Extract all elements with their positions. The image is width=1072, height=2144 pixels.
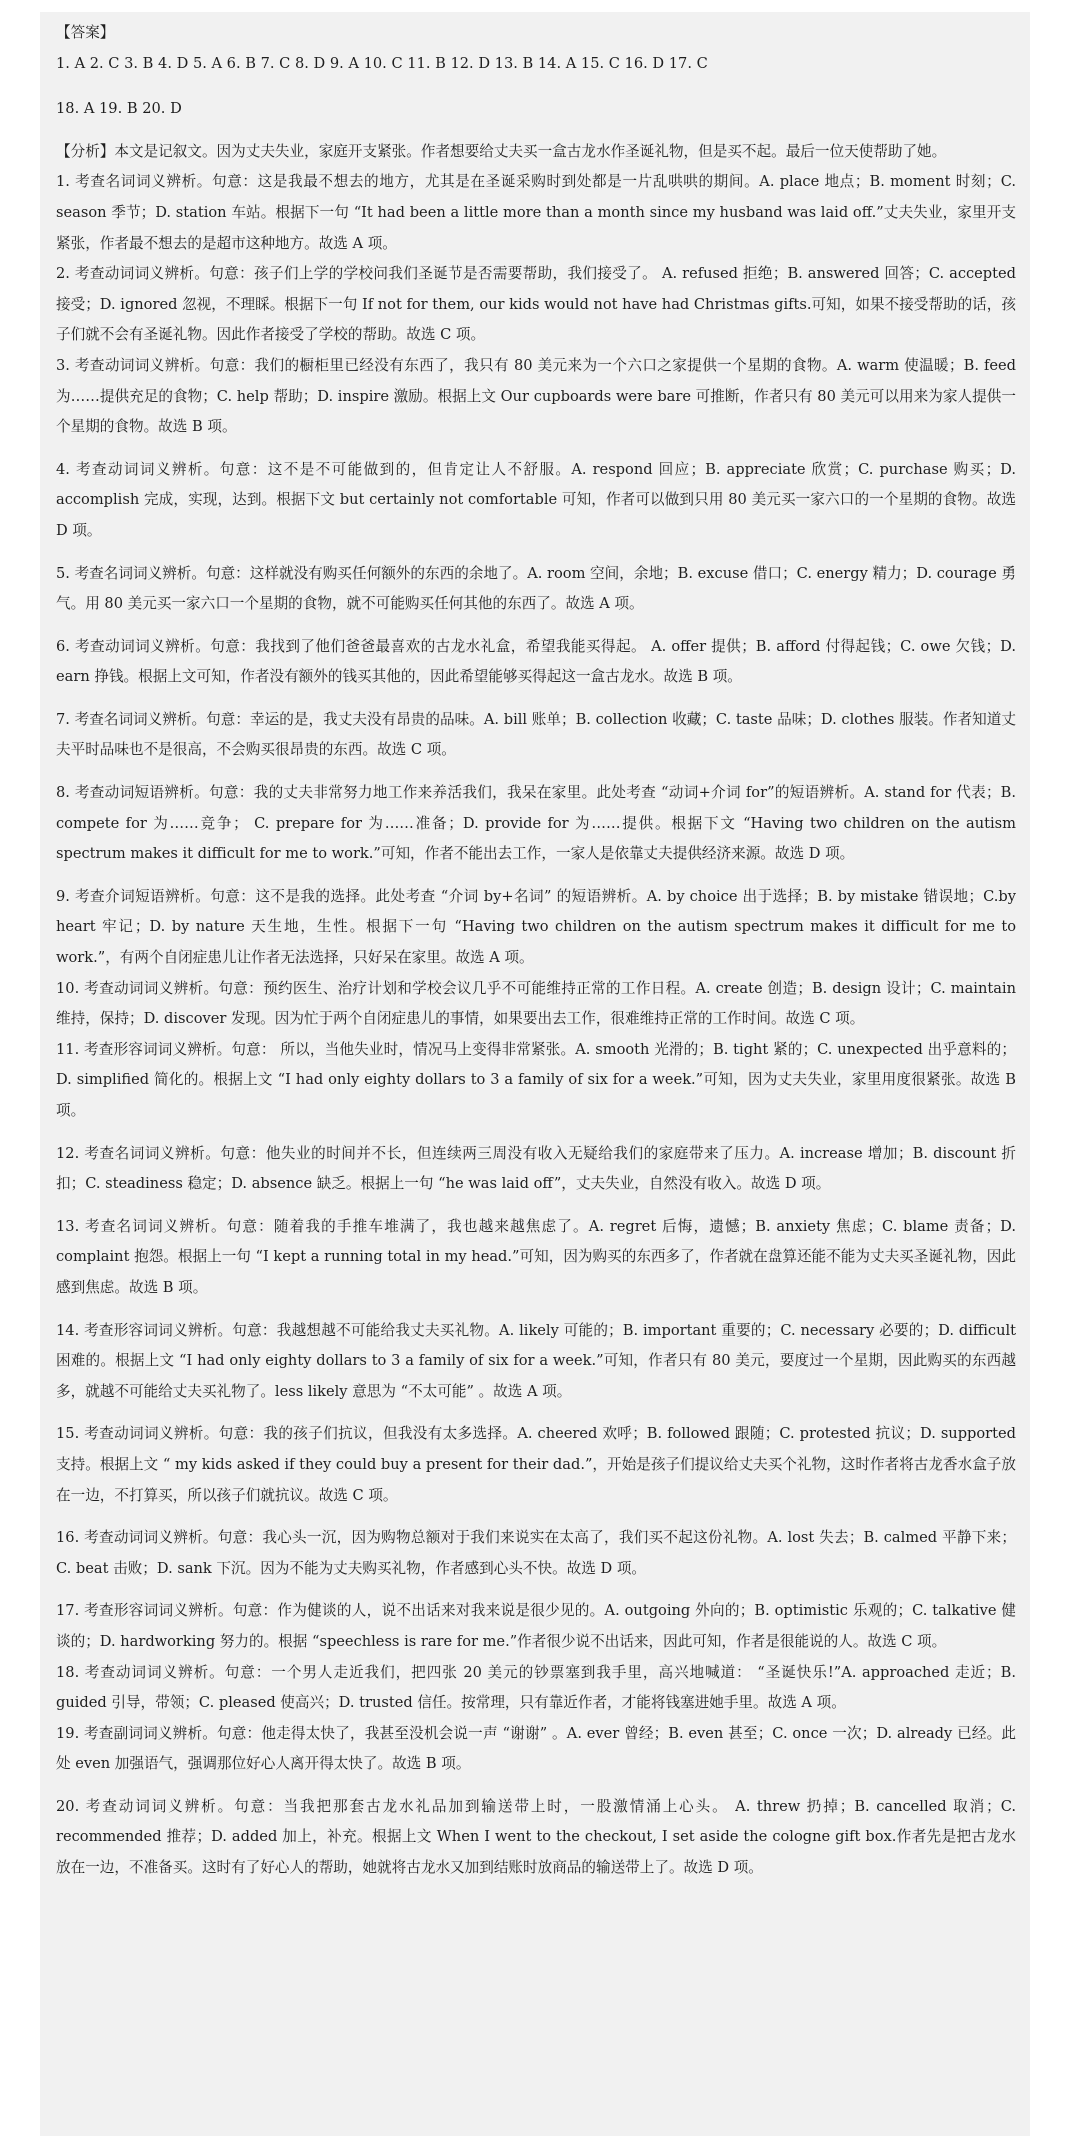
answer-row-2: 18. A 19. B 20. D	[56, 100, 182, 118]
explanation-item-6: 6. 考查动词词义辨析。句意：我找到了他们爸爸最喜欢的古龙水礼盒，希望我能买得起。 A. offer 提供；B. afford 付得起钱；C. owe 欠钱；D. earn 挣钱。根据上文可知，作者没有额外的钱买其他的，因此希望能够买得起这一盒古龙水。故选 B 项。	[56, 637, 1016, 686]
answer-sheet	[40, 12, 1030, 2136]
explanation-item-2: 2. 考查动词词义辨析。句意：孩子们上学的学校问我们圣诞节是否需要帮助，我们接受了。 A. refused 拒绝；B. answered 回答；C. accepted 接受；D. ignored 忽视，不理睬。根据下一句 If not for them, our kids would not have had Christmas gifts.可知，如果不接受帮助的话，孩子们就不会有圣诞礼物。因此作者接受了学校的帮助。故选 C 项。	[56, 265, 1016, 344]
explanation-item-11: 11. 考查形容词词义辨析。句意： 所以，当他失业时，情况马上变得非常紧张。A. smooth 光滑的；B. tight 紧的；C. unexpected 出乎意料的；D. simplified 简化的。根据上文 “I had only eighty dollars to 3 a family of six for a week.”可知，因为丈夫失业，家里用度很紧张。故选 B 项。	[56, 1040, 1016, 1119]
answer-row-1: 1. A 2. C 3. B 4. D 5. A 6. B 7. C 8. D 9. A 10. C 11. B 12. D 13. B 14. A 15. C 16. D 17. C	[56, 54, 708, 72]
explanation-item-3: 3. 考查动词词义辨析。句意：我们的橱柜里已经没有东西了，我只有 80 美元来为一个六口之家提供一个星期的食物。A. warm 使温暖；B. feed 为……提供充足的食物；C. help 帮助；D. inspire 激励。根据上文 Our cupboards were bare 可推断，作者只有 80 美元可以用来为家人提供一个星期的食物。故选 B 项。	[56, 356, 1016, 436]
explanation-item-20: 20. 考查动词词义辨析。句意：当我把那套古龙水礼品加到输送带上时，一股激情涌上心头。 A. threw 扔掉；B. cancelled 取消；C. recommended 推荐；D. added 加上，补充。根据上文 When I went to the checkout, I set aside the cologne gift box.作者先是把古龙水放在一边，不准备买。这时有了好心人的帮助，她就将古龙水又加到结账时放商品的输送带上了。故选 D 项。	[56, 1797, 1016, 1877]
answer-header: 【答案】	[56, 24, 115, 41]
explanation-item-12: 12. 考查名词词义辨析。句意：他失业的时间并不长，但连续两三周没有收入无疑给我们的家庭带来了压力。A. increase 增加；B. discount 折扣；C. steadiness 稳定；D. absence 缺乏。根据上一句 “he was laid off”，丈夫失业，自然没有收入。故选 D 项。	[56, 1144, 1016, 1193]
explanation-item-17: 17. 考查形容词词义辨析。句意：作为健谈的人，说不出话来对我来说是很少见的。A. outgoing 外向的；B. optimistic 乐观的；C. talkative 健谈的；D. hardworking 努力的。根据 “speechless is rare for me.”作者很少说不出话来，因此可知，作者是很能说的人。故选 C 项。	[56, 1602, 1016, 1650]
explanation-item-15: 15. 考查动词词义辨析。句意：我的孩子们抗议，但我没有太多选择。A. cheered 欢呼；B. followed 跟随；C. protested 抗议；D. supported 支持。根据上文 “ my kids asked if they could buy a present for their dad.”，开始是孩子们提议给丈夫买个礼物，这时作者将古龙香水盒子放在一边，不打算买，所以孩子们就抗议。故选 C 项。	[56, 1425, 1016, 1504]
analysis-paragraph: 【分析】本文是记叙文。因为丈夫失业，家庭开支紧张。作者想要给丈夫买一盒古龙水作圣诞礼物，但是买不起。最后一位天使帮助了她。	[56, 142, 947, 160]
explanation-item-8: 8. 考查动词短语辨析。句意：我的丈夫非常努力地工作来养活我们，我呆在家里。此处考查 “动词+介词 for”的短语辨析。A. stand for 代表；B. compete for 为……竞争； C. prepare for 为……准备；D. provide for 为……提供。根据下文 “Having two children on the autism spectrum makes it difficult for me to work.”可知，作者不能出去工作，一家人是依靠丈夫提供经济来源。故选 D 项。	[56, 784, 1016, 863]
explanation-item-7: 7. 考查名词词义辨析。句意：幸运的是，我丈夫没有昂贵的品味。A. bill 账单；B. collection 收藏；C. taste 品味；D. clothes 服装。作者知道丈夫平时品味也不是很高，不会购买很昂贵的东西。故选 C 项。	[56, 710, 1016, 759]
explanation-item-18: 18. 考查动词词义辨析。句意：一个男人走近我们，把四张 20 美元的钞票塞到我手里，高兴地喊道： “圣诞快乐!”A. approached 走近；B. guided 引导，带领；C. pleased 使高兴；D. trusted 信任。按常理，只有靠近作者，才能将钱塞进她手里。故选 A 项。	[56, 1663, 1016, 1712]
explanation-item-9: 9. 考查介词短语辨析。句意：这不是我的选择。此处考查 “介词 by+名词” 的短语辨析。A. by choice 出于选择；B. by mistake 错误地；C.by heart 牢记；D. by nature 天生地，生性。根据下一句 “Having two children on the autism spectrum makes it difficult for me to work.”，有两个自闭症患儿让作者无法选择，只好呆在家里。故选 A 项。	[56, 887, 1016, 967]
explanation-item-14: 14. 考查形容词词义辨析。句意：我越想越不可能给我丈夫买礼物。A. likely 可能的；B. important 重要的；C. necessary 必要的；D. difficult 困难的。根据上文 “I had only eighty dollars to 3 a family of six for a week.”可知，作者只有 80 美元，要度过一个星期，因此购买的东西越多，就越不可能给丈夫买礼物了。less likely 意思为 “不太可能” 。故选 A 项。	[56, 1321, 1016, 1400]
explanation-item-10: 10. 考查动词词义辨析。句意：预约医生、治疗计划和学校会议几乎不可能维持正常的工作日程。A. create 创造；B. design 设计；C. maintain 维持，保持；D. discover 发现。因为忙于两个自闭症患儿的事情，如果要出去工作，很难维持正常的工作时间。故选 C 项。	[56, 979, 1016, 1028]
explanation-item-13: 13. 考查名词词义辨析。句意：随着我的手推车堆满了，我也越来越焦虑了。A. regret 后悔，遗憾；B. anxiety 焦虑；C. blame 责备；D. complaint 抱怨。根据上一句 “I kept a running total in my head.”可知，因为购买的东西多了，作者就在盘算还能不能为丈夫买圣诞礼物，因此感到焦虑。故选 B 项。	[56, 1217, 1016, 1296]
explanation-item-4: 4. 考查动词词义辨析。句意：这不是不可能做到的，但肯定让人不舒服。A. respond 回应；B. appreciate 欣赏；C. purchase 购买；D. accomplish 完成，实现，达到。根据下文 but certainly not comfortable 可知，作者可以做到只用 80 美元买一家六口的一个星期的食物。故选 D 项。	[56, 460, 1016, 539]
explanation-item-19: 19. 考查副词词义辨析。句意：他走得太快了，我甚至没机会说一声 “谢谢” 。A. ever 曾经；B. even 甚至；C. once 一次；D. already 已经。此处 even 加强语气，强调那位好心人离开得太快了。故选 B 项。	[56, 1724, 1016, 1773]
explanation-item-1: 1. 考查名词词义辨析。句意：这是我最不想去的地方，尤其是在圣诞采购时到处都是一片乱哄哄的期间。A. place 地点；B. moment 时刻；C. season 季节；D. station 车站。根据下一句 “It had been a little more than a month since my husband was laid off.”丈夫失业，家里开支紧张，作者最不想去的是超市这种地方。故选 A 项。	[56, 173, 1016, 252]
explanation-item-16: 16. 考查动词词义辨析。句意：我心头一沉，因为购物总额对于我们来说实在太高了，我们买不起这份礼物。A. lost 失去；B. calmed 平静下来；C. beat 击败；D. sank 下沉。因为不能为丈夫购买礼物，作者感到心头不快。故选 D 项。	[56, 1529, 1016, 1577]
explanation-item-5: 5. 考查名词词义辨析。句意：这样就没有购买任何额外的东西的余地了。A. room 空间，余地；B. excuse 借口；C. energy 精力；D. courage 勇气。用 80 美元买一家六口一个星期的食物，就不可能购买任何其他的东西了。故选 A 项。	[56, 564, 1016, 613]
